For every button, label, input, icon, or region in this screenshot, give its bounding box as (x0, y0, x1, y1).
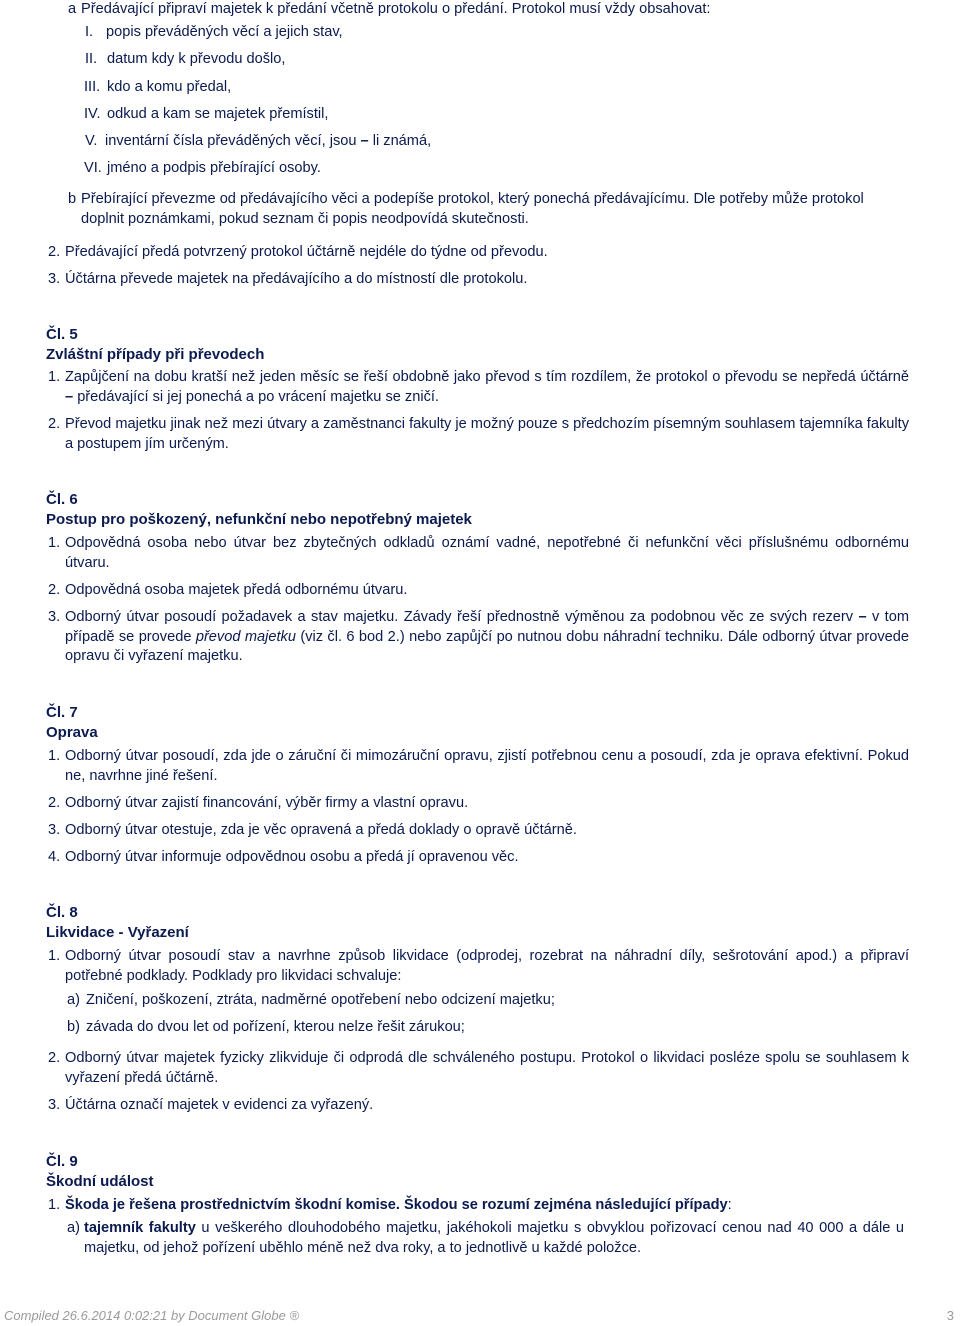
roman-2-label: II. (85, 51, 98, 67)
roman-3-label: III. (84, 79, 101, 95)
cl7-number: Čl. 7 (46, 704, 78, 721)
roman-2-text: datum kdy k převodu došlo, (107, 51, 286, 67)
cl9-item-1-label: 1. (48, 1197, 61, 1213)
item-3-text: Účtárna převede majetek na předávajícího a do místností dle protokolu. (65, 271, 528, 287)
item-2-label: 2. (48, 244, 61, 260)
cl8-item-1-label: 1. (48, 948, 61, 964)
roman-4-label: IV. (84, 106, 101, 122)
item-b-label: b (68, 191, 77, 207)
cl5-number: Čl. 5 (46, 326, 78, 343)
role-term: tajemník fakulty (84, 1220, 196, 1236)
cl8-item-3-label: 3. (48, 1097, 61, 1113)
item-3-label: 3. (48, 271, 61, 287)
cl8-number: Čl. 8 (46, 904, 78, 921)
roman-4-text: odkud a kam se majetek přemístil, (107, 106, 329, 122)
cl9-sub-a-text: tajemník fakulty u veškerého dlouhodobého majetku, jakéhokoli majetku s obvyklou pořizovací cenou nad 40 000 a dále u majetku, od jehož pořízení uběhlo méně než dva roky, a to jednotlivě u každé položce. (84, 1220, 904, 1256)
cl5-item-2-text: Převod majetku jinak než mezi útvary a zaměstnanci fakulty je možný pouze s předchozím písemným souhlasem tajemníka fakulty a postupem jím určeným. (65, 416, 909, 452)
roman-1-text: popis převáděných věcí a jejich stav, (106, 24, 343, 40)
roman-5-label: V. (85, 133, 98, 149)
roman-5-text: inventární čísla převáděných věcí, jsou – li známá, (105, 133, 432, 149)
item-a-text: Předávající připraví majetek k předání včetně protokolu o předání. Protokol musí vždy obsahovat: (81, 1, 711, 17)
cl6-number: Čl. 6 (46, 491, 78, 508)
roman-1-label: I. (85, 24, 94, 40)
cl7-item-1-text: Odborný útvar posoudí, zda jde o záruční či mimozáruční opravu, zjistí potřebnou cenu a posoudí, zda je oprava efektivní. Pokud ne, navrhne jiné řešení. (65, 748, 909, 784)
cl5-title: Zvláštní případy při převodech (46, 346, 265, 363)
cl5-item-2-label: 2. (48, 416, 61, 432)
cl6-item-1-text: Odpovědná osoba nebo útvar bez zbytečných odkladů oznámí vadné, nepotřebné či nefunkční věci příslušnému odbornému útvaru. (65, 535, 909, 571)
cl9-item-1-text: Škoda je řešena prostřednictvím škodní komise. Škodou se rozumí zejména následující případy: (65, 1197, 732, 1213)
cl7-item-4-label: 4. (48, 849, 61, 865)
cl8-item-3-text: Účtárna označí majetek v evidenci za vyřazený. (65, 1097, 374, 1113)
page-number: 3 (946, 1308, 954, 1323)
cl6-item-3-text: Odborný útvar posoudí požadavek a stav majetku. Závady řeší přednostně výměnou za podobnou věc ze svých rezerv – v tom případě se provede převod majetku (viz čl. 6 bod 2.) nebo zapůjčí po nutnou dobu náhradní techniku. Dále odborný útvar provede opravu či vyřazení majetku. (65, 609, 910, 664)
cl8-title: Likvidace - Vyřazení (46, 924, 189, 941)
cl8-item-1-text: Odborný útvar posoudí stav a navrhne způsob likvidace (odprodej, rozebrat na náhradní díly, sešrotování apod.) a připraví potřebné podklady. Podklady pro likvidaci schvaluje: (65, 948, 909, 984)
item-a-label: a (68, 1, 77, 17)
cl9-sub-a-label: a) (67, 1220, 80, 1236)
cl5-item-1-label: 1. (48, 369, 61, 385)
cl6-item-2-text: Odpovědná osoba majetek předá odbornému útvaru. (65, 582, 408, 598)
cl8-sub-a-label: a) (67, 992, 80, 1008)
transfer-term: převod majetku (195, 628, 296, 645)
cl9-title: Škodní událost (46, 1173, 154, 1190)
cl7-item-4-text: Odborný útvar informuje odpovědnou osobu a předá jí opravenou věc. (65, 849, 519, 865)
cl7-title: Oprava (46, 724, 98, 741)
cl7-item-3-text: Odborný útvar otestuje, zda je věc opravená a předá doklady o opravě účtárně. (65, 822, 577, 838)
cl7-item-3-label: 3. (48, 822, 61, 838)
cl8-sub-b-label: b) (67, 1019, 80, 1035)
cl7-item-2-label: 2. (48, 795, 61, 811)
cl7-item-2-text: Odborný útvar zajistí financování, výběr firmy a vlastní opravu. (65, 795, 469, 811)
cl6-title: Postup pro poškozený, nefunkční nebo nepotřebný majetek (46, 511, 472, 528)
roman-6-label: VI. (84, 160, 102, 176)
cl8-item-2-text: Odborný útvar majetek fyzicky zlikviduje či odprodá dle schváleného postupu. Protokol o likvidaci posléze spolu se souhlasem k vyřazení předá účtárně. (65, 1050, 909, 1086)
roman-3-text: kdo a komu předal, (107, 79, 232, 95)
footer-compiled: Compiled 26.6.2014 0:02:21 by Document Globe ® (4, 1308, 300, 1323)
cl5-item-1-text: Zapůjčení na dobu kratší než jeden měsíc se řeší obdobně jako převod s tím rozdílem, že protokol o převodu se nepředá účtárně – předávající si jej ponechá a po vrácení majetku se zničí. (65, 369, 909, 405)
item-b-text: Přebírající převezme od předávajícího věci a podepíše protokol, který ponechá předávajícímu. Dle potřeby může protokol doplnit poznámkami, pokud seznam či popis neodpovídá skutečnosti. (81, 191, 864, 227)
cl6-item-3-label: 3. (48, 609, 61, 625)
roman-6-text: jméno a podpis přebírající osoby. (107, 160, 321, 176)
cl8-sub-b-text: závada do dvou let od pořízení, kterou nelze řešit zárukou; (86, 1019, 465, 1035)
cl7-item-1-label: 1. (48, 748, 61, 764)
cl6-item-2-label: 2. (48, 582, 61, 598)
cl9-number: Čl. 9 (46, 1153, 78, 1170)
item-2-text: Předávající předá potvrzený protokol účtárně nejdéle do týdne od převodu. (65, 244, 548, 260)
cl8-sub-a-text: Zničení, poškození, ztráta, nadměrné opotřebení nebo odcizení majetku; (86, 992, 555, 1008)
cl6-item-1-label: 1. (48, 535, 61, 551)
cl8-item-2-label: 2. (48, 1050, 61, 1066)
